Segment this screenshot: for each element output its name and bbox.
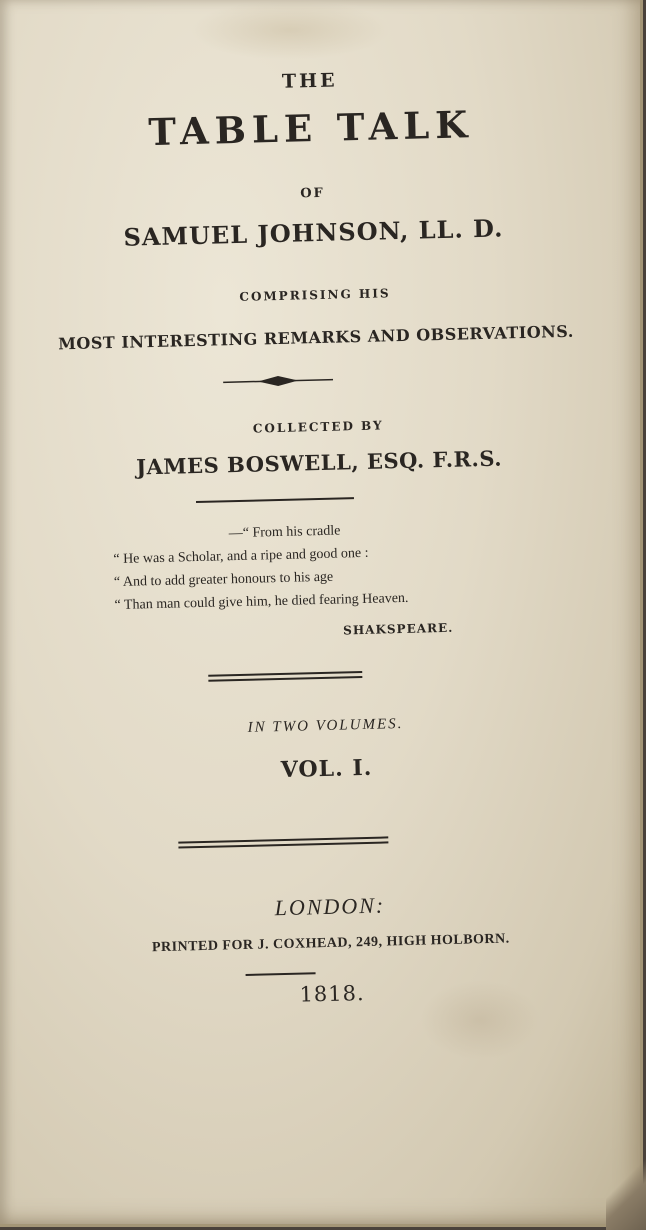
epigraph-line: “ And to add greater honours to his age — [113, 569, 334, 591]
epigraph-line: “ He was a Scholar, and a ripe and good one : — [113, 545, 369, 568]
epigraph-line: “ Than man could give him, he died fearing Heaven. — [114, 590, 409, 614]
volumes-note: IN TWO VOLUMES. — [247, 716, 404, 736]
thin-rule — [196, 497, 354, 502]
book-title: TABLE TALK — [147, 102, 474, 155]
diamond-rule-ornament — [223, 373, 333, 390]
comprising-his: COMPRISING HIS — [239, 286, 391, 304]
volume-number: VOL. I. — [280, 754, 373, 784]
imprint-printer: PRINTED FOR J. COXHEAD, 249, HIGH HOLBORN. — [151, 931, 510, 956]
double-rule — [208, 671, 362, 682]
imprint-year: 1818. — [299, 981, 365, 1007]
editor-name: JAMES BOSWELL, ESQ. F.R.S. — [135, 445, 503, 480]
collected-by: COLLECTED BY — [252, 418, 384, 436]
epigraph-line: —“ From his cradle — [228, 523, 341, 542]
thin-rule — [246, 972, 316, 975]
title-of: OF — [300, 185, 325, 202]
epigraph-attribution: SHAKSPEARE. — [343, 620, 454, 638]
double-rule — [178, 836, 388, 848]
author-name: SAMUEL JOHNSON, LL. D. — [123, 213, 504, 252]
book-binding-corner — [606, 1150, 646, 1230]
title-article: THE — [281, 69, 338, 93]
subtitle: MOST INTERESTING REMARKS AND OBSERVATIONS. — [57, 321, 575, 354]
imprint-city: LONDON: — [274, 892, 386, 921]
